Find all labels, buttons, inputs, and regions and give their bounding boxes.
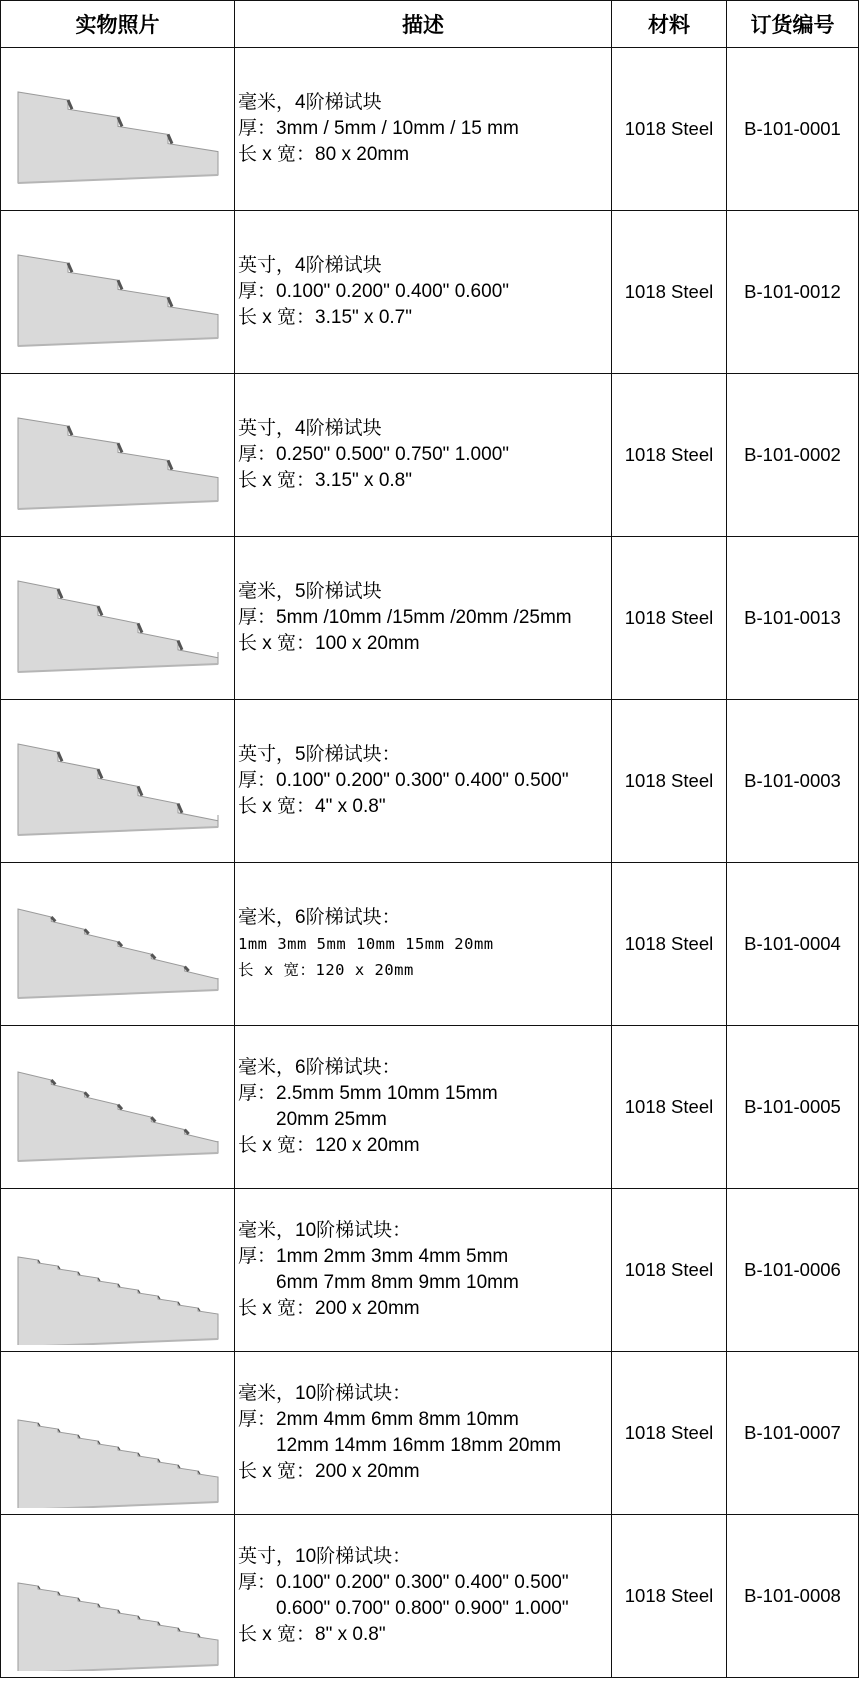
photo-cell xyxy=(1,1189,235,1352)
step-edge xyxy=(151,1117,155,1121)
table-row xyxy=(1,700,859,863)
step-block-image xyxy=(8,1358,228,1508)
description-cell xyxy=(235,863,612,1026)
material-cell: 1018 Steel xyxy=(612,1352,727,1515)
photo-cell xyxy=(1,48,235,211)
description-thickness: 厚：3mm / 5mm / 10mm / 15 mm xyxy=(238,118,519,139)
order-code-cell: B-101-0004 xyxy=(727,863,859,1026)
block-face xyxy=(18,1257,218,1345)
material-cell: 1018 Steel xyxy=(612,48,727,211)
step-block-image xyxy=(8,1032,228,1182)
description-title: 毫米，6阶梯试块： xyxy=(238,1057,401,1078)
step-edge xyxy=(168,460,172,469)
material-cell: 1018 Steel xyxy=(612,1026,727,1189)
order-code-cell: B-101-0003 xyxy=(727,700,859,863)
description-size: 长 x 宽：120 x 20mm xyxy=(238,1135,420,1156)
material-cell: 1018 Steel xyxy=(612,700,727,863)
table-row xyxy=(1,1026,859,1189)
step-edge xyxy=(151,954,155,958)
photo-cell xyxy=(1,1026,235,1189)
description-cell xyxy=(235,1515,612,1678)
description-thickness: 厚：0.250" 0.500" 0.750" 1.000" xyxy=(238,444,510,465)
table-body xyxy=(1,48,859,1678)
order-code-cell: B-101-0001 xyxy=(727,48,859,211)
order-code-cell: B-101-0007 xyxy=(727,1352,859,1515)
description-cell xyxy=(235,48,612,211)
description-title: 毫米，5阶梯试块 xyxy=(238,581,382,602)
step-block-image xyxy=(8,869,228,1019)
photo-cell xyxy=(1,211,235,374)
step-edge xyxy=(84,929,88,933)
step-edge xyxy=(51,1080,55,1084)
step-edge xyxy=(118,280,122,289)
header-description: 描述 xyxy=(235,1,612,48)
step-block-image xyxy=(8,1521,228,1671)
photo-cell xyxy=(1,863,235,1026)
step-edge xyxy=(68,426,72,435)
header-order-code: 订货编号 xyxy=(727,1,859,48)
step-edge xyxy=(138,623,142,632)
description-thickness: 6mm 7mm 8mm 9mm 10mm xyxy=(276,1272,519,1293)
photo-cell xyxy=(1,537,235,700)
block-face xyxy=(18,744,218,835)
step-block-image xyxy=(8,706,228,856)
description-size: 长 x 宽：8" x 0.8" xyxy=(238,1624,386,1645)
step-edge xyxy=(84,1092,88,1096)
step-edge xyxy=(98,606,102,615)
step-edge xyxy=(51,917,55,921)
step-edge xyxy=(68,100,72,109)
description-size: 长 x 宽：200 x 20mm xyxy=(238,1298,420,1319)
description-thickness: 厚：0.100" 0.200" 0.300" 0.400" 0.500" xyxy=(238,770,569,791)
block-face xyxy=(18,255,218,346)
description-title: 毫米，10阶梯试块： xyxy=(238,1383,412,1404)
description-cell xyxy=(235,1026,612,1189)
step-block-image xyxy=(8,380,228,530)
table-row xyxy=(1,48,859,211)
description-size: 长 x 宽：80 x 20mm xyxy=(238,144,410,165)
order-code-cell: B-101-0012 xyxy=(727,211,859,374)
block-face xyxy=(18,581,218,672)
description-thickness: 厚：0.100" 0.200" 0.300" 0.400" 0.500" xyxy=(238,1572,569,1593)
step-edge xyxy=(184,967,188,971)
description-size: 长 x 宽：3.15" x 0.8" xyxy=(238,470,412,491)
step-block-image xyxy=(8,543,228,693)
description-size: 长 x 宽：100 x 20mm xyxy=(238,633,420,654)
step-edge xyxy=(168,134,172,143)
step-block-image xyxy=(8,54,228,204)
step-edge xyxy=(118,443,122,452)
step-block-image xyxy=(8,217,228,367)
header-material: 材料 xyxy=(612,1,727,48)
order-code-cell: B-101-0013 xyxy=(727,537,859,700)
block-face xyxy=(18,1072,218,1161)
description-cell xyxy=(235,1189,612,1352)
step-edge xyxy=(118,942,122,946)
description-thickness: 厚：2mm 4mm 6mm 8mm 10mm xyxy=(238,1409,519,1430)
material-cell: 1018 Steel xyxy=(612,374,727,537)
description-thickness: 厚：5mm /10mm /15mm /20mm /25mm xyxy=(238,607,572,628)
description-size: 长 x 宽：3.15" x 0.7" xyxy=(238,307,412,328)
table-row xyxy=(1,537,859,700)
description-cell xyxy=(235,700,612,863)
description-title: 英寸，10阶梯试块： xyxy=(238,1546,412,1567)
description-title: 毫米，10阶梯试块： xyxy=(238,1220,412,1241)
description-title: 毫米，4阶梯试块 xyxy=(238,92,382,113)
material-cell: 1018 Steel xyxy=(612,537,727,700)
step-edge xyxy=(178,641,182,650)
step-edge xyxy=(98,769,102,778)
description-title: 英寸，5阶梯试块： xyxy=(238,744,401,765)
description-thickness: 12mm 14mm 16mm 18mm 20mm xyxy=(276,1435,562,1456)
step-edge xyxy=(168,297,172,306)
material-cell: 1018 Steel xyxy=(612,863,727,1026)
table-row xyxy=(1,1515,859,1678)
material-cell: 1018 Steel xyxy=(612,211,727,374)
step-edge xyxy=(178,804,182,813)
order-code-cell: B-101-0005 xyxy=(727,1026,859,1189)
description-thickness: 厚：1mm 2mm 3mm 4mm 5mm xyxy=(238,1246,509,1267)
order-code-cell: B-101-0006 xyxy=(727,1189,859,1352)
description-cell xyxy=(235,1352,612,1515)
table-row xyxy=(1,1189,859,1352)
block-face xyxy=(18,418,218,509)
order-code-cell: B-101-0008 xyxy=(727,1515,859,1678)
description-thickness: 1mm 3mm 5mm 10mm 15mm 20mm xyxy=(238,935,494,953)
description-cell xyxy=(235,211,612,374)
step-edge xyxy=(138,786,142,795)
photo-cell xyxy=(1,1515,235,1678)
description-size: 长 x 宽：120 x 20mm xyxy=(238,961,414,979)
table-row xyxy=(1,374,859,537)
description-title: 毫米，6阶梯试块： xyxy=(238,907,401,928)
step-edge xyxy=(184,1130,188,1134)
description-thickness: 厚：0.100" 0.200" 0.400" 0.600" xyxy=(238,281,510,302)
table-header-row xyxy=(1,1,859,48)
block-face xyxy=(18,909,218,998)
photo-cell xyxy=(1,700,235,863)
step-block-image xyxy=(8,1195,228,1345)
description-title: 英寸，4阶梯试块 xyxy=(238,255,382,276)
description-thickness: 20mm 25mm xyxy=(276,1109,387,1130)
block-face xyxy=(18,1583,218,1671)
description-title: 英寸，4阶梯试块 xyxy=(238,418,382,439)
step-edge xyxy=(68,263,72,272)
table-row xyxy=(1,863,859,1026)
description-cell xyxy=(235,537,612,700)
block-face xyxy=(18,92,218,183)
photo-cell xyxy=(1,374,235,537)
step-edge xyxy=(118,1105,122,1109)
description-thickness: 0.600" 0.700" 0.800" 0.900" 1.000" xyxy=(276,1598,569,1619)
step-edge xyxy=(118,117,122,126)
description-size: 长 x 宽：4" x 0.8" xyxy=(238,796,386,817)
table-row xyxy=(1,211,859,374)
table-row xyxy=(1,1352,859,1515)
material-cell: 1018 Steel xyxy=(612,1189,727,1352)
description-cell xyxy=(235,374,612,537)
description-thickness: 厚：2.5mm 5mm 10mm 15mm xyxy=(238,1083,498,1104)
block-face xyxy=(18,1420,218,1508)
step-edge xyxy=(58,752,62,761)
step-edge xyxy=(58,589,62,598)
order-code-cell: B-101-0002 xyxy=(727,374,859,537)
description-size: 长 x 宽：200 x 20mm xyxy=(238,1461,420,1482)
header-photo: 实物照片 xyxy=(1,1,235,48)
material-cell: 1018 Steel xyxy=(612,1515,727,1678)
photo-cell xyxy=(1,1352,235,1515)
